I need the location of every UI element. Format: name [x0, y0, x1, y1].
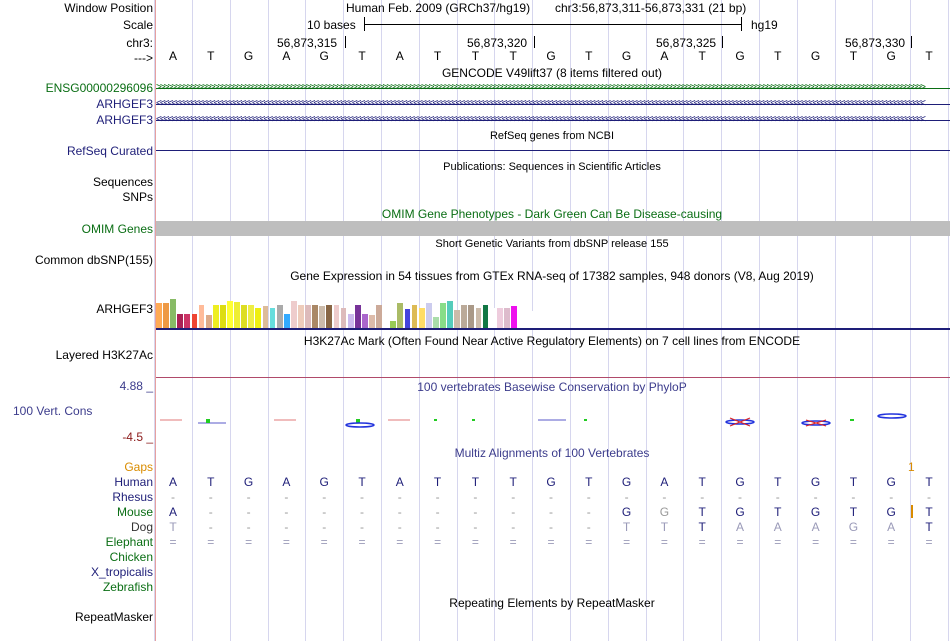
gtex-expression-chart[interactable]: [156, 283, 556, 328]
scale-label: Scale: [122, 18, 153, 32]
base-cell: G: [735, 49, 745, 63]
omim-track-title[interactable]: OMIM Gene Phenotypes - Dark Green Can Be Disease-causing: [381, 207, 723, 221]
h3k27ac-track-title[interactable]: H3K27Ac Mark (Often Found Near Active Regulatory Elements) on 7 cell lines from ENCODE: [303, 334, 801, 348]
base-cell: -: [511, 505, 516, 519]
gtex-bar[interactable]: [248, 305, 254, 328]
base-cell: =: [282, 535, 290, 549]
gtex-bar[interactable]: [192, 314, 198, 328]
conservation-track-title[interactable]: 100 vertebrates Basewise Conservation by PhyloP: [417, 380, 687, 394]
gtex-bar[interactable]: [348, 314, 354, 328]
gap-marker[interactable]: 1: [908, 460, 915, 474]
base-cell: G: [735, 475, 745, 489]
base-cell: G: [621, 49, 632, 63]
base-cell: G: [546, 49, 556, 63]
tick-label-1: 56,873,315: [277, 36, 338, 50]
base-cell: -: [511, 490, 516, 504]
base-cell: -: [473, 490, 478, 504]
base-cell: G: [621, 505, 632, 519]
base-cell: -: [549, 520, 553, 534]
base-cell: A: [395, 475, 404, 489]
publications-track-title[interactable]: Publications: Sequences in Scientific Articles: [443, 161, 661, 173]
base-cell: -: [397, 505, 402, 519]
base-cell: -: [775, 490, 780, 504]
base-cell: T: [622, 520, 631, 534]
scale-bar-left-tick: [364, 17, 365, 31]
gene-track-arhgef3-2[interactable]: [156, 113, 950, 127]
gtex-bar[interactable]: [184, 314, 190, 328]
gtex-bar[interactable]: [461, 305, 467, 328]
gene-label-ensg00000296096[interactable]: ENSG00000296096: [45, 81, 153, 95]
base-cell: G: [886, 475, 896, 489]
cons-max-label: 4.88 _: [119, 379, 153, 393]
base-cell: =: [736, 535, 744, 549]
base-cell: -: [322, 490, 327, 504]
base-cell: G: [810, 505, 821, 519]
scale-text: 10 bases: [307, 18, 356, 32]
base-cell: T: [433, 475, 442, 489]
db-label: hg19: [751, 18, 778, 32]
base-cell: T: [660, 520, 669, 534]
base-cell: -: [586, 490, 591, 504]
gtex-bar[interactable]: [433, 317, 439, 328]
gtex-bar[interactable]: [511, 306, 517, 328]
base-cell: =: [585, 535, 593, 549]
cons-mark-11: [850, 419, 854, 421]
base-cell: =: [698, 535, 706, 549]
gtex-bar[interactable]: [291, 301, 297, 328]
gtex-bar[interactable]: [518, 299, 524, 328]
gtex-bar[interactable]: [532, 311, 538, 328]
tick-mark-4: [911, 36, 912, 48]
gtex-bar[interactable]: [390, 321, 396, 328]
base-cell: T: [698, 49, 706, 63]
base-cell: -: [322, 505, 327, 519]
base-cell: -: [246, 520, 251, 534]
base-cell: A: [811, 520, 820, 534]
tick-label-2: 56,873,320: [467, 36, 528, 50]
base-cell: -: [208, 520, 213, 534]
gaps-label[interactable]: Gaps: [124, 460, 153, 474]
base-cell: =: [434, 535, 442, 549]
gene-label-arhgef3-1[interactable]: ARHGEF3: [96, 97, 153, 111]
base-cell: -: [360, 490, 364, 504]
base-cell: -: [435, 490, 440, 504]
repeatmasker-label[interactable]: RepeatMasker: [74, 610, 153, 624]
base-cell: =: [358, 535, 366, 549]
base-cell: T: [698, 475, 706, 489]
strand-chevrons: <<<<<<<<<<<<<<<<<<<<<<<<<<<<<<<<<<<<<<<<<<<<<<<<<<<<<<<<<<<<<<<<<<<<<<<<<<<<<<<<<<<<<<<<<<<<<<<<<<<<<<<<<<<<<<<<<<<<<<<<<<<<<<<<<<<<<<<<<<<<<<<<<<<<<<<<<<<<<<<<<<<<<<<<<<<<<<<<<<<<<<<<<<<<<<<<<<<<<<<<: [156, 114, 924, 125]
gtex-bar[interactable]: [476, 308, 482, 328]
base-cell: =: [245, 535, 253, 549]
base-cell: -: [246, 490, 251, 504]
gtex-bar[interactable]: [426, 303, 432, 328]
omim-genes-label[interactable]: OMIM Genes: [81, 222, 153, 236]
base-cell: -: [473, 505, 478, 519]
tick-mark-1: [345, 36, 346, 48]
gtex-bar[interactable]: [156, 303, 162, 328]
base-cell: A: [282, 49, 291, 63]
gtex-bar[interactable]: [468, 305, 474, 328]
chrom-label: chr3:: [126, 36, 153, 50]
scale-bar: [364, 24, 742, 25]
base-cell: =: [471, 535, 479, 549]
strand-chevrons: <<<<<<<<<<<<<<<<<<<<<<<<<<<<<<<<<<<<<<<<<<<<<<<<<<<<<<<<<<<<<<<<<<<<<<<<<<<<<<<<<<<<<<<<<<<<<<<<<<<<<<<<<<<<<<<<<<<<<<<<<<<<<<<<<<<<<<<<<<<<<<<<<<<<<<<<<<<<<<<<<<<<<<<<<<<<<<<<<<<<<<<<<<<<<<<<<<<<<<<<: [156, 98, 924, 109]
refseq-curated-label[interactable]: RefSeq Curated: [66, 144, 153, 158]
base-cell: T: [698, 505, 706, 519]
base-cell: T: [207, 49, 215, 63]
multiz-track-title[interactable]: Multiz Alignments of 100 Vertebrates: [454, 446, 650, 460]
dbsnp-track-title[interactable]: Short Genetic Variants from dbSNP release 155: [435, 238, 669, 250]
base-cell: -: [284, 490, 289, 504]
gtex-bar[interactable]: [312, 305, 318, 328]
base-cell: G: [735, 505, 745, 519]
base-cell: A: [735, 520, 744, 534]
gtex-bar[interactable]: [355, 305, 361, 328]
gtex-bar[interactable]: [419, 308, 425, 328]
base-cell: -: [549, 490, 553, 504]
gtex-bar[interactable]: [263, 306, 269, 328]
base-cell: G: [659, 505, 670, 519]
base-cell: T: [849, 505, 858, 519]
base-cell: -: [435, 505, 440, 519]
gtex-bar[interactable]: [525, 305, 531, 328]
base-cell: T: [849, 49, 858, 63]
base-cell: =: [774, 535, 782, 549]
base-cell: T: [774, 505, 782, 519]
base-cell: T: [509, 49, 517, 63]
species-label-xtropicalis[interactable]: X_tropicalis: [90, 565, 153, 579]
base-cell: -: [322, 520, 327, 534]
base-cell: T: [698, 520, 706, 534]
base-cell: G: [243, 49, 254, 63]
species-label-rhesus[interactable]: Rhesus: [112, 490, 153, 504]
gtex-bar[interactable]: [305, 305, 311, 328]
gtex-gene-label[interactable]: ARHGEF3: [96, 302, 153, 316]
alignment-row-mouse: [0, 505, 950, 520]
base-cell: T: [509, 475, 517, 489]
base-cell: -: [662, 490, 667, 504]
base-cell: -: [360, 520, 364, 534]
gap-insert-marker: [911, 505, 913, 518]
tick-mark-3: [722, 36, 723, 48]
base-cell: T: [358, 475, 366, 489]
base-cell: -: [511, 520, 516, 534]
base-cell: G: [810, 475, 821, 489]
base-cell: =: [509, 535, 517, 549]
base-cell: T: [925, 49, 933, 63]
gtex-bar[interactable]: [277, 305, 283, 328]
species-label-dog[interactable]: Dog: [130, 520, 153, 534]
base-cell: -: [473, 520, 478, 534]
base-cell: =: [887, 535, 895, 549]
base-cell: -: [171, 490, 175, 504]
base-cell: T: [471, 49, 480, 63]
base-cell: A: [887, 520, 896, 534]
gtex-bar[interactable]: [319, 306, 325, 328]
base-cell: G: [886, 505, 896, 519]
gtex-bar[interactable]: [199, 305, 205, 328]
base-cell: G: [319, 49, 329, 63]
base-cell: A: [395, 49, 404, 63]
base-cell: =: [660, 535, 668, 549]
position-label: chr3:56,873,311-56,873,331 (21 bp): [555, 1, 747, 15]
gtex-bar[interactable]: [206, 315, 212, 328]
base-cell: -: [284, 505, 289, 519]
gtex-bar[interactable]: [298, 305, 304, 328]
base-cell: -: [246, 505, 251, 519]
base-cell: -: [586, 520, 591, 534]
alignment-row-human: [0, 475, 950, 490]
gene-label-arhgef3-2[interactable]: ARHGEF3: [96, 113, 153, 127]
base-cell: -: [813, 490, 818, 504]
gtex-bar[interactable]: [376, 305, 382, 328]
gtex-bar[interactable]: [241, 305, 247, 328]
base-cell: G: [886, 49, 896, 63]
gtex-bar[interactable]: [447, 301, 453, 328]
gtex-bar[interactable]: [341, 308, 347, 328]
gene-track-ensg00000296096[interactable]: [156, 81, 950, 95]
species-label-mouse[interactable]: Mouse: [116, 505, 153, 519]
base-cell: G: [319, 475, 329, 489]
gtex-bar[interactable]: [163, 303, 169, 328]
conservation-plot[interactable]: [156, 406, 950, 436]
gtex-bar[interactable]: [234, 302, 240, 328]
base-cell: T: [774, 475, 782, 489]
cons-mark-12: [346, 423, 374, 427]
base-cell: -: [397, 520, 402, 534]
cons-mark-6: [206, 419, 210, 423]
base-cell: -: [208, 490, 213, 504]
gtex-bar[interactable]: [497, 308, 503, 328]
cons-mark-9: [472, 419, 475, 421]
alignment-row-rhesus: [0, 490, 950, 505]
species-label-human[interactable]: Human: [114, 475, 153, 489]
base-cell: =: [320, 535, 328, 549]
base-cell: =: [169, 535, 177, 549]
h3k27ac-baseline: [156, 377, 950, 378]
tick-label-4: 56,873,330: [845, 36, 906, 50]
base-cell: -: [397, 490, 402, 504]
base-cell: -: [624, 490, 629, 504]
base-cell: G: [810, 49, 821, 63]
gtex-bar[interactable]: [362, 314, 368, 328]
dbsnp-label[interactable]: Common dbSNP(155): [34, 253, 153, 267]
species-label-zebrafish[interactable]: Zebrafish: [102, 580, 153, 594]
base-cell: T: [849, 475, 858, 489]
base-cell: =: [812, 535, 820, 549]
base-cell: G: [848, 520, 859, 534]
base-cell: -: [435, 520, 440, 534]
gtex-bar[interactable]: [227, 301, 233, 328]
base-cell: T: [925, 505, 933, 519]
base-cell: -: [360, 505, 364, 519]
base-cell: -: [889, 490, 894, 504]
assembly-label: Human Feb. 2009 (GRCh37/hg19): [346, 1, 531, 15]
base-cell: =: [849, 535, 857, 549]
gtex-track-title[interactable]: Gene Expression in 54 tissues from GTEx RNA-seq of 17382 samples, 948 donors (V8, Aug 2019): [290, 269, 814, 283]
base-cell: T: [925, 520, 933, 534]
species-label-elephant[interactable]: Elephant: [105, 535, 153, 549]
tick-label-3: 56,873,325: [656, 36, 717, 50]
strand-arrow-label: --->: [134, 51, 153, 65]
base-cell: -: [284, 520, 289, 534]
gtex-bar[interactable]: [213, 305, 219, 328]
gtex-bar[interactable]: [220, 305, 226, 328]
publications-snps-label[interactable]: SNPs: [122, 190, 153, 204]
base-cell: T: [585, 49, 593, 63]
tick-mark-2: [534, 36, 535, 48]
base-cell: -: [700, 490, 705, 504]
omim-gene-bar[interactable]: [156, 221, 950, 236]
gtex-bar[interactable]: [397, 303, 403, 328]
gtex-bar[interactable]: [284, 314, 290, 328]
strand-chevrons: >>>>>>>>>>>>>>>>>>>>>>>>>>>>>>>>>>>>>>>>>>>>>>>>>>>>>>>>>>>>>>>>>>>>>>>>>>>>>>>>>>>>>>>>>>>>>>>>>>>>>>>>>>>>>>>>>>>>>>>>>>>>>>>>>>>>>>>>>>>>>>>>>>>>>>>>>>>>>>>>>>>>>>>>>>>>>>>>>>>>>>>>>>>>>>>>>>>>>>>>: [156, 82, 924, 93]
base-cell: T: [471, 475, 480, 489]
base-cell: =: [623, 535, 631, 549]
h3k27ac-label[interactable]: Layered H3K27Ac: [55, 348, 153, 362]
gtex-bar[interactable]: [412, 305, 418, 328]
base-cell: =: [207, 535, 215, 549]
refseq-track-title[interactable]: RefSeq genes from NCBI: [489, 130, 615, 142]
cons-mark-10: [584, 419, 587, 421]
base-cell: -: [851, 490, 856, 504]
publications-sequences-label[interactable]: Sequences: [92, 175, 153, 189]
gtex-bar[interactable]: [504, 308, 510, 328]
base-cell: =: [925, 535, 933, 549]
gene-track-arhgef3-1[interactable]: [156, 97, 950, 111]
base-cell: T: [925, 475, 933, 489]
gtex-bar[interactable]: [170, 299, 176, 328]
gtex-bar[interactable]: [383, 305, 389, 328]
gtex-bar[interactable]: [483, 305, 489, 328]
alignment-row-elephant: [0, 535, 950, 550]
base-cell: A: [660, 475, 669, 489]
base-cell: G: [546, 475, 556, 489]
gtex-baseline: [156, 328, 950, 330]
gtex-bar[interactable]: [454, 310, 460, 328]
gtex-bar[interactable]: [405, 309, 411, 328]
gtex-bar[interactable]: [369, 315, 375, 328]
base-cell: -: [549, 505, 553, 519]
base-cell: T: [433, 49, 442, 63]
scale-bar-right-tick: [741, 17, 742, 31]
base-cell: T: [585, 475, 593, 489]
base-cell: A: [168, 475, 177, 489]
refseq-gene-line[interactable]: [156, 150, 950, 151]
gtex-bar[interactable]: [440, 303, 446, 328]
base-cell: A: [168, 49, 177, 63]
species-label-chicken[interactable]: Chicken: [109, 550, 153, 564]
reference-sequence: [0, 49, 950, 65]
base-cell: =: [547, 535, 555, 549]
gtex-bar[interactable]: [490, 308, 496, 328]
gtex-bar[interactable]: [270, 308, 276, 328]
gtex-bar[interactable]: [334, 305, 340, 328]
base-cell: -: [208, 505, 213, 519]
gtex-bar[interactable]: [177, 314, 183, 328]
base-cell: =: [396, 535, 404, 549]
cons-min-label: -4.5 _: [122, 430, 153, 444]
base-cell: G: [621, 475, 632, 489]
gtex-bar[interactable]: [326, 305, 332, 328]
base-cell: A: [168, 505, 177, 519]
base-cell: T: [169, 520, 177, 534]
cons-mark-15: [878, 414, 906, 418]
cons-mark-8: [434, 419, 437, 421]
base-cell: T: [207, 475, 215, 489]
repeatmasker-track-title[interactable]: Repeating Elements by RepeatMasker: [449, 596, 655, 610]
base-cell: -: [738, 490, 742, 504]
window-position-label: Window Position: [64, 1, 153, 15]
alignment-row-dog: [0, 520, 950, 535]
base-cell: -: [586, 505, 591, 519]
gtex-bar[interactable]: [255, 308, 261, 328]
base-cell: A: [773, 520, 782, 534]
conservation-label[interactable]: 100 Vert. Cons: [13, 404, 93, 418]
base-cell: A: [282, 475, 291, 489]
base-cell: T: [358, 49, 366, 63]
base-cell: A: [660, 49, 669, 63]
base-cell: G: [243, 475, 254, 489]
gencode-track-title[interactable]: GENCODE V49lift37 (8 items filtered out): [441, 66, 663, 80]
base-cell: T: [774, 49, 782, 63]
base-cell: -: [927, 490, 931, 504]
